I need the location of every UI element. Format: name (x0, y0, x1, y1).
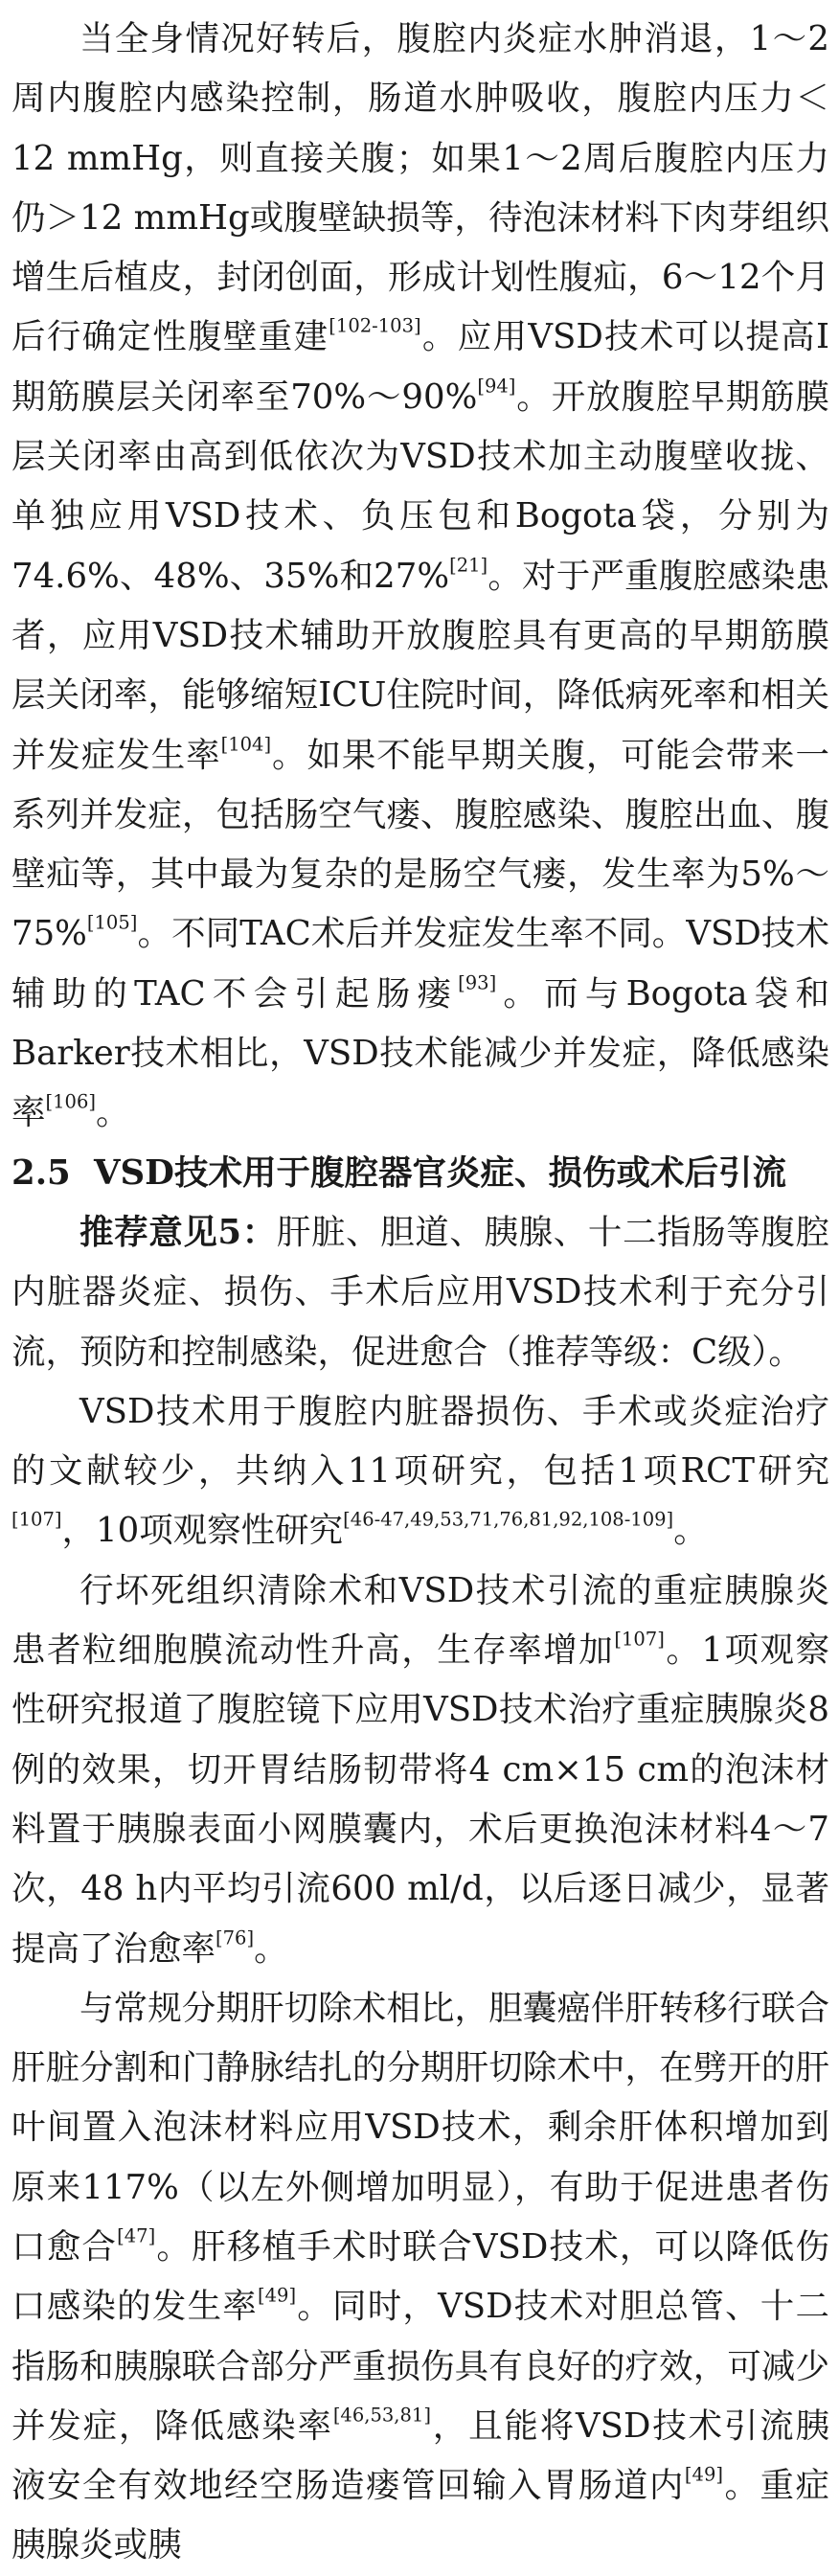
citation-ref: [102-103] (329, 314, 421, 337)
text-run: ，10项观察性研究 (61, 1511, 344, 1551)
citation-ref: [93] (458, 971, 497, 994)
paragraph-literature-overview (11, 1382, 829, 1562)
text-run: 。重症胰腺炎或胰 (11, 2466, 829, 2565)
citation-ref: [49] (684, 2463, 723, 2486)
citation-ref: [49] (258, 2284, 297, 2307)
paragraph-pancreatitis (11, 1562, 829, 1979)
citation-ref: [21] (449, 554, 488, 577)
citation-ref: [104] (220, 732, 272, 755)
recommendation-5 (11, 1203, 829, 1382)
citation-ref: [105] (86, 911, 138, 934)
citation-ref: [46,53,81] (332, 2404, 431, 2427)
recommendation-label: 推荐意见5： (79, 1212, 277, 1252)
citation-ref: [107] (614, 1628, 665, 1651)
text-run: 。而与Bogota袋和Barker技术相比，VSD技术能减少并发症，降低感染率 (11, 973, 829, 1133)
citation-ref: [107] (11, 1508, 62, 1531)
section-number: 2.5 (11, 1152, 71, 1193)
text-run: ，且能将VSD技术引流胰液安全有效地经空肠造瘘管回输入胃肠道内 (11, 2405, 829, 2506)
text-run: 。如果不能早期关腹，可能会带来一系列并发症，包括肠空气瘘、腹腔感染、腹腔出血、腹壁疝等，其中最为复杂的是肠空气瘘，发生率为5%～75% (11, 735, 829, 954)
text-run: 。不同TAC术后并发症发生率不同。VSD技术辅助的TAC不会引起肠瘘 (11, 914, 829, 1014)
text-run: 。1项观察性研究报道了腹腔镜下应用VSD技术治疗重症胰腺炎8例的效果，切开胃结肠韧带将4 cm×15 cm的泡沫材料置于胰腺表面小网膜囊内，术后更换泡沫材料4～7次，48 h内平均引流600 ml/d，以后逐日减少，显著提高了治愈率 (11, 1630, 829, 1969)
citation-ref: [76] (215, 1926, 255, 1949)
text-run: 。开放腹腔早期筋膜层关闭率由高到低依次为VSD技术加主动腹壁收拢、单独应用VSD技术、负压包和Bogota袋，分别为74.6%、48%、35%和27% (11, 376, 829, 596)
text-run: VSD技术用于腹腔内脏器损伤、手术或炎症治疗的文献较少，共纳入11项研究，包括1项RCT研究 (11, 1391, 829, 1492)
citation-ref: [94] (477, 375, 516, 398)
paragraph-hepatectomy (11, 1979, 829, 2576)
text-run: 。 (673, 1511, 708, 1551)
text-run: 。肝移植手术时联合VSD技术，可以降低伤口感染的发生率 (11, 2226, 829, 2327)
recommendation-text: 肝脏、胆道、胰腺、十二指肠等腹腔内脏器炎症、损伤、手术后应用VSD技术利于充分引流，预防和控制感染，促进愈合（推荐等级：C级）。 (11, 1212, 829, 1372)
text-run: 。对于严重腹腔感染患者，应用VSD技术辅助开放腹腔具有更高的早期筋膜层关闭率，能够缩短ICU住院时间，降低病死率和相关并发症发生率 (11, 556, 829, 775)
text-run: 与常规分期肝切除术相比，胆囊癌伴肝转移行联合肝脏分割和门静脉结扎的分期肝切除术中，在劈开的肝叶间置入泡沫材料应用VSD技术，剩余肝体积增加到原来117%（以左外侧增加明显），有助于促进患者伤口愈合 (11, 1988, 829, 2267)
citation-ref: [46-47,49,53,71,76,81,92,108-109] (343, 1508, 674, 1531)
citation-ref: [47] (117, 2224, 156, 2247)
text-run: 当全身情况好转后，腹腔内炎症水肿消退，1～2周内腹腔内感染控制，肠道水肿吸收，腹腔内压力＜12 mmHg，则直接关腹；如果1～2周后腹腔内压力仍＞12 mmHg或腹壁缺损等，待泡沫材料下肉芽组织增生后植皮，封闭创面，形成计划性腹疝，6～12个月后行确定性腹壁重建 (11, 19, 829, 357)
paragraph-fascia-closure (11, 10, 829, 1144)
citation-ref: [106] (45, 1090, 96, 1113)
text-run: 。同时，VSD技术对胆总管、十二指肠和胰腺联合部分严重损伤具有良好的疗效，可减少并发症，降低感染率 (11, 2287, 829, 2446)
text-run: 。 (96, 1093, 130, 1133)
section-heading (11, 1144, 829, 1203)
section-title: VSD技术用于腹腔器官炎症、损伤或术后引流 (94, 1152, 786, 1193)
text-run: 行坏死组织清除术和VSD技术引流的重症胰腺炎患者粒细胞膜流动性升高，生存率增加 (11, 1570, 829, 1671)
text-run: 。 (254, 1928, 288, 1969)
text-run: 。应用VSD技术可以提高Ⅰ期筋膜层关闭率至70%～90% (11, 317, 829, 417)
